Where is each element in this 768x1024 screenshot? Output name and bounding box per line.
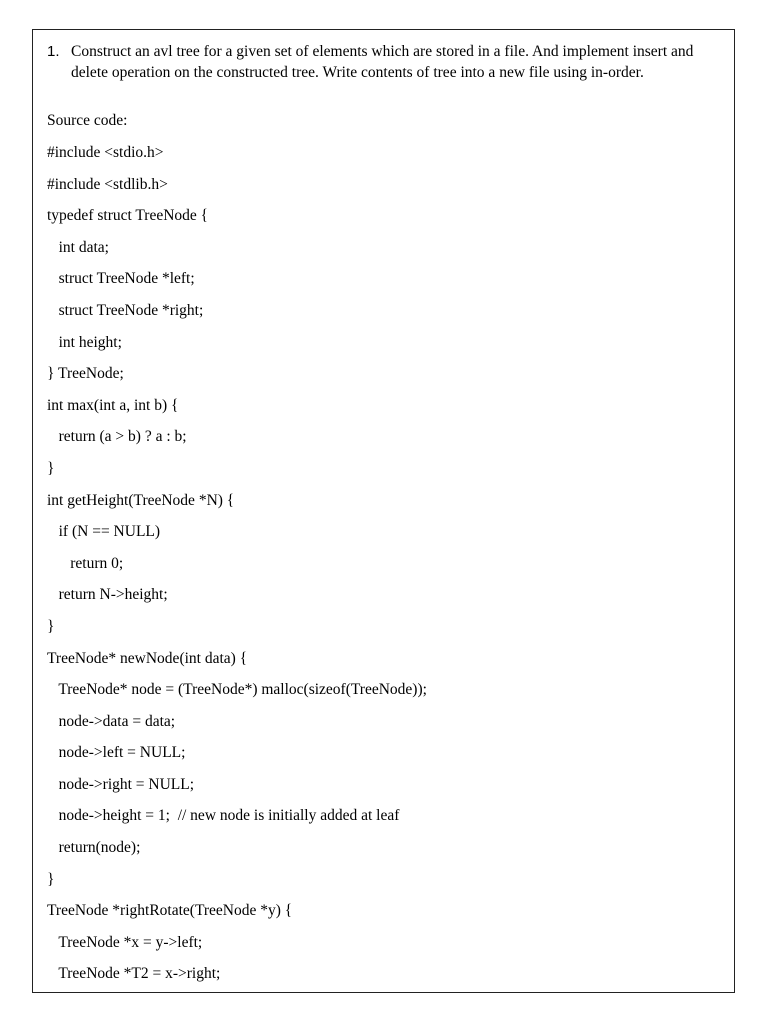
- question-number: 1.: [47, 43, 60, 60]
- code-line: #include <stdio.h>: [47, 144, 164, 161]
- code-line: } TreeNode;: [47, 365, 124, 383]
- code-line: node->right = NULL;: [47, 775, 195, 793]
- code-line: TreeNode *x = y->left;: [47, 933, 203, 951]
- code-line: node->data = data;: [47, 712, 176, 730]
- code-line: TreeNode *rightRotate(TreeNode *y) {: [47, 902, 293, 920]
- code-line: TreeNode* node = (TreeNode*) malloc(sizeof(TreeNode));: [47, 681, 427, 699]
- code-line: return (a > b) ? a : b;: [47, 428, 187, 446]
- code-line: }: [47, 870, 55, 888]
- code-line: int max(int a, int b) {: [47, 396, 179, 414]
- code-line: struct TreeNode *right;: [47, 301, 204, 319]
- code-line: }: [47, 617, 55, 635]
- code-line: int getHeight(TreeNode *N) {: [47, 491, 235, 509]
- code-line: TreeNode *T2 = x->right;: [47, 965, 221, 983]
- source-code-label: Source code:: [47, 112, 128, 129]
- code-line: int height;: [47, 333, 122, 351]
- code-line: #include <stdlib.h>: [47, 175, 168, 193]
- code-line: typedef struct TreeNode {: [47, 207, 209, 225]
- code-line: }: [47, 459, 55, 477]
- question-text: Construct an avl tree for a given set of elements which are stored in a file. And implement insert and delete operation on the constructed tree. Write contents of tree into a new file using in-order.: [71, 43, 694, 81]
- code-line: TreeNode* newNode(int data) {: [47, 649, 248, 667]
- code-line: return(node);: [47, 839, 141, 857]
- question: [47, 41, 707, 83]
- code-line: return 0;: [47, 554, 124, 572]
- code-line: struct TreeNode *left;: [47, 270, 195, 288]
- code-line: int data;: [47, 238, 109, 256]
- code-line: node->height = 1; // new node is initially added at leaf: [47, 807, 400, 825]
- code-line: node->left = NULL;: [47, 744, 186, 762]
- code-line: if (N == NULL): [47, 523, 161, 541]
- code-block: [47, 143, 727, 996]
- code-line: return N->height;: [47, 586, 168, 604]
